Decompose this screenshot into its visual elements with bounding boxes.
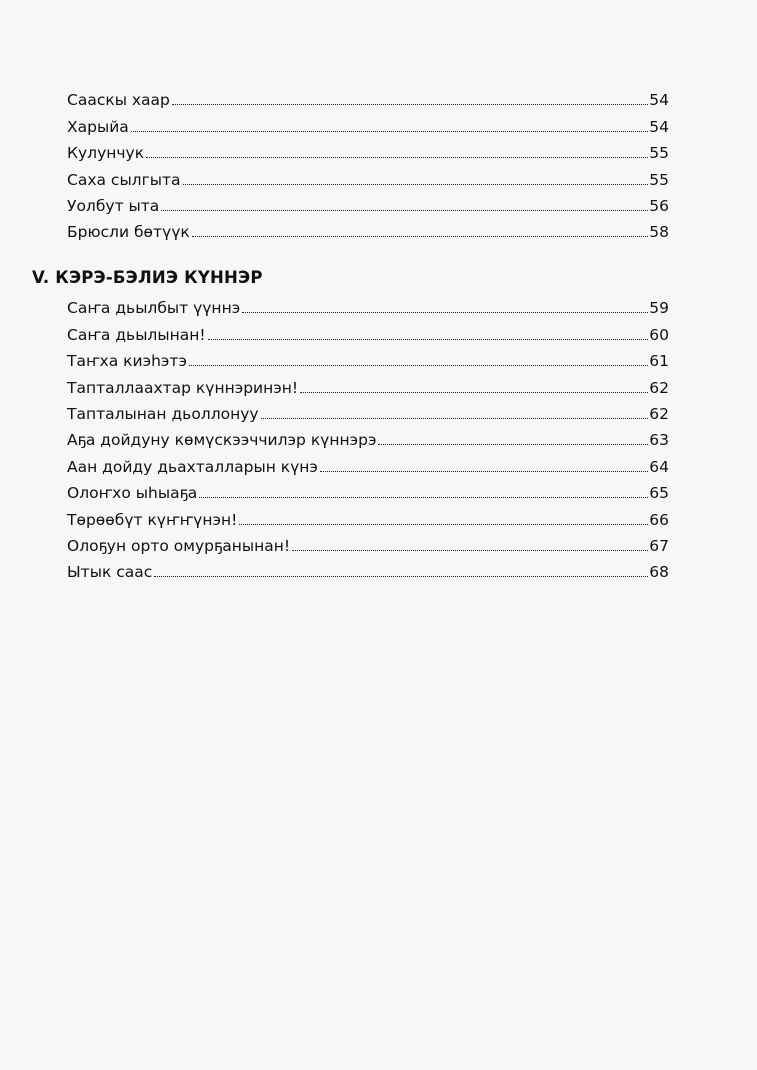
toc-entry: [67, 84, 669, 110]
toc-entry: [67, 110, 669, 136]
toc-entry-page: 61: [649, 352, 669, 371]
toc-entry-title: Ытык саас: [67, 563, 153, 582]
toc-entry: [67, 371, 669, 397]
dot-leader: [154, 575, 648, 577]
toc-entry: [67, 424, 669, 450]
toc-list-section-v: [67, 292, 669, 582]
toc-entry-page: 66: [649, 510, 669, 529]
dot-leader: [161, 209, 648, 211]
toc-entry-page: 62: [649, 378, 669, 397]
dot-leader: [131, 130, 649, 132]
toc-entry-page: 60: [649, 325, 669, 344]
toc-entry: [67, 216, 669, 242]
toc-entry: [67, 556, 669, 582]
toc-entry-page: 67: [649, 536, 669, 555]
toc-entry: [67, 450, 669, 476]
toc-entry: [67, 345, 669, 371]
toc-entry-page: 64: [649, 457, 669, 476]
toc-entry-title: Саха сылгыта: [67, 170, 181, 189]
toc-entry-title: Уолбут ыта: [67, 196, 160, 215]
toc-entry: [67, 398, 669, 424]
dot-leader: [261, 417, 649, 419]
toc-entry-title: Харыйа: [67, 117, 129, 136]
toc-entry-page: 59: [649, 299, 669, 318]
toc-entry-page: 65: [649, 484, 669, 503]
toc-entry: [67, 503, 669, 529]
toc-entry-title: Аан дойду дьахталларын күнэ: [67, 457, 318, 476]
dot-leader: [292, 549, 648, 551]
dot-leader: [189, 364, 648, 366]
toc-entry-page: 55: [649, 170, 669, 189]
toc-list-part1: [67, 84, 669, 242]
toc-entry-title: Саҥа дьылбыт үүннэ: [67, 299, 241, 318]
dot-leader: [199, 496, 648, 498]
dot-leader: [183, 183, 649, 185]
toc-entry: [67, 163, 669, 189]
toc-entry-page: 56: [649, 196, 669, 215]
toc-entry-page: 55: [649, 144, 669, 163]
dot-leader: [192, 235, 649, 237]
dot-leader: [378, 443, 648, 445]
toc-entry-page: 58: [649, 223, 669, 242]
toc-entry-title: Тапталлаахтар күннэринэн!: [67, 378, 299, 397]
dot-leader: [208, 338, 649, 340]
toc-entry-title: Тапталынан дьоллонуу: [67, 404, 259, 423]
toc-entry-title: Кулунчук: [67, 144, 145, 163]
dot-leader: [320, 470, 648, 472]
toc-entry: [67, 530, 669, 556]
toc-entry-page: 54: [649, 91, 669, 110]
toc-entry-title: Аҕа дойдуну көмүскээччилэр күннэрэ: [67, 431, 377, 450]
section-heading: V. КЭРЭ-БЭЛИЭ КҮННЭР: [32, 268, 263, 287]
toc-entry-page: 68: [649, 563, 669, 582]
toc-entry: [67, 318, 669, 344]
toc-entry: [67, 477, 669, 503]
toc-entry-page: 62: [649, 404, 669, 423]
toc-entry-title: Саҥа дьылынан!: [67, 325, 206, 344]
dot-leader: [300, 391, 648, 393]
toc-entry-page: 54: [649, 117, 669, 136]
toc-entry-page: 63: [649, 431, 669, 450]
toc-entry-title: Брюсли бөтүүк: [67, 223, 190, 242]
toc-entry-title: Сааскы хаар: [67, 91, 170, 110]
dot-leader: [146, 156, 648, 158]
dot-leader: [242, 311, 648, 313]
dot-leader: [172, 103, 648, 105]
toc-entry-title: Олоҕун орто омурҕанынан!: [67, 536, 291, 555]
toc-entry-title: Олоҥхо ыһыаҕа: [67, 484, 198, 503]
toc-entry: [67, 292, 669, 318]
toc-entry: [67, 137, 669, 163]
toc-entry-title: Таҥха киэһэтэ: [67, 352, 187, 371]
toc-entry: [67, 190, 669, 216]
dot-leader: [239, 523, 648, 525]
toc-entry-title: Төрөөбүт күҥҥүнэн!: [67, 510, 238, 529]
